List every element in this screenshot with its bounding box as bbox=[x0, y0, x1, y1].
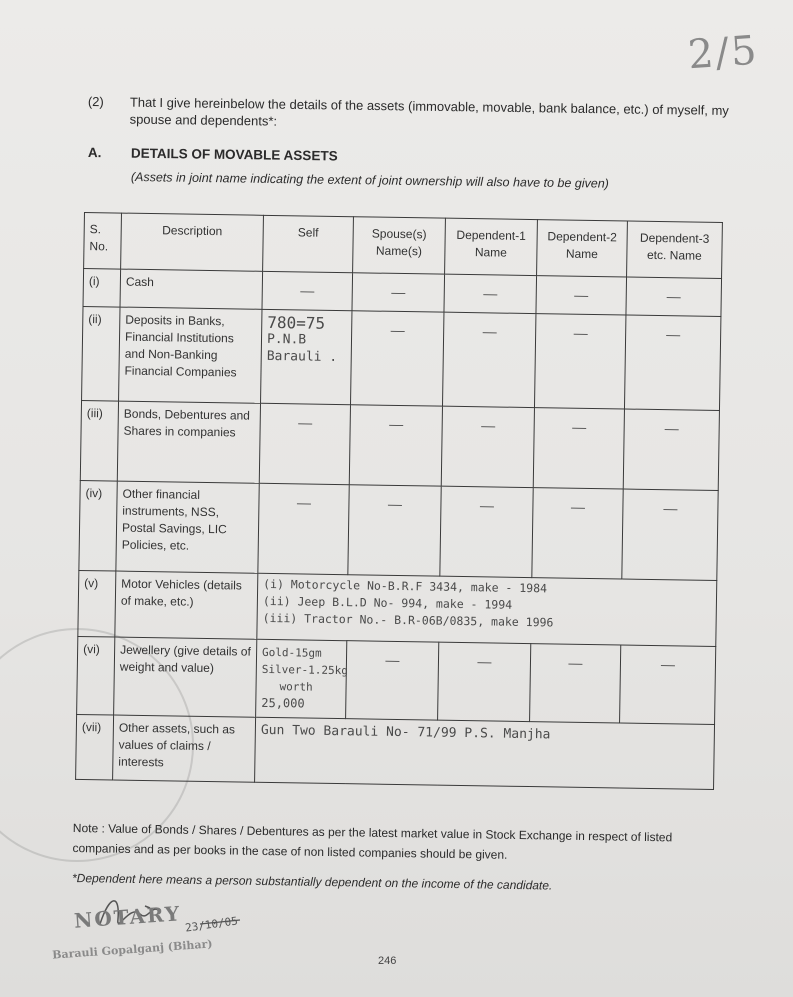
handwritten-page-marker: 2/5 bbox=[686, 27, 760, 79]
footnote-text: *Dependent here means a person substantially dependent on the income of the candidate. bbox=[71, 870, 553, 893]
row-description: Other financial instruments, NSS, Postal Savings, LIC Policies, etc. bbox=[116, 481, 259, 573]
dependent-2-value: — bbox=[573, 324, 588, 341]
header-sno: S. No. bbox=[84, 213, 122, 270]
table-row bbox=[78, 570, 717, 646]
vehicle-entry: (i) Motorcycle No-B.R.F 3434, make - 1984 bbox=[263, 576, 548, 596]
dependent-3-value: — bbox=[660, 656, 676, 673]
dependent-1-value: — bbox=[479, 497, 495, 514]
vehicle-entry: (iii) Tractor No.- B.R-06B/0835, make 1996 bbox=[262, 610, 554, 630]
intro-text: That I give hereinbelow the details of the assets (immovable, movable, bank balance, etc.) of myself, my spouse and dependents*: bbox=[129, 94, 729, 129]
intro-paragraph bbox=[87, 93, 729, 129]
dependent-3-value: — bbox=[663, 500, 678, 517]
self-value: — bbox=[298, 414, 313, 431]
table-header-row bbox=[84, 213, 723, 279]
self-value-line: worth bbox=[279, 680, 313, 694]
spouse-value: — bbox=[389, 415, 404, 433]
table-row bbox=[77, 636, 716, 724]
row-number: (iii) bbox=[80, 400, 118, 481]
row-description: Other assets, such as values of claims / interests bbox=[113, 715, 256, 782]
dependent-3-value: — bbox=[666, 288, 681, 305]
dependent-1-value: — bbox=[477, 653, 492, 670]
notary-stamp-place: Barauli Gopalganj (Bihar) bbox=[51, 937, 213, 962]
notary-stamp-title: NOTARY bbox=[73, 901, 183, 933]
self-value: — bbox=[296, 494, 312, 511]
table-row bbox=[76, 714, 715, 789]
row-description: Cash bbox=[120, 269, 263, 309]
spouse-value: — bbox=[390, 321, 405, 339]
dependent-2-value: — bbox=[572, 418, 587, 435]
dependent-1-value: — bbox=[483, 285, 498, 302]
self-value-line: 25,000 bbox=[261, 695, 305, 711]
row-number: (iv) bbox=[79, 480, 117, 571]
dependent-1-value: — bbox=[482, 323, 497, 340]
vehicle-entry: (ii) Jeep B.L.D No- 994, make - 1994 bbox=[262, 593, 513, 612]
claims-entry: Gun Two Barauli No- 71/99 P.S. Manjha bbox=[260, 722, 551, 743]
row-description: Bonds, Debentures and Shares in companies bbox=[117, 401, 260, 483]
spouse-value: — bbox=[387, 495, 403, 513]
dependent-3-value: — bbox=[664, 420, 679, 437]
intro-number: (2) bbox=[87, 93, 104, 110]
row-number: (vi) bbox=[77, 636, 115, 715]
dependent-3-value: — bbox=[666, 326, 681, 343]
dependent-1-value: — bbox=[481, 417, 496, 434]
header-dependent-1: Dependent-1 Name bbox=[445, 218, 538, 275]
self-value-line: Silver-1.25kg bbox=[261, 662, 349, 678]
spouse-value: — bbox=[385, 651, 400, 669]
movable-assets-table bbox=[75, 212, 723, 790]
header-self: Self bbox=[263, 215, 354, 272]
row-description: Motor Vehicles (details of make, etc.) bbox=[115, 571, 258, 639]
row-description: Deposits in Banks, Financial Institutions and Non-Banking Financial Companies bbox=[119, 307, 262, 403]
self-value-line: P.N.B bbox=[266, 331, 307, 348]
self-value-line: Barauli . bbox=[266, 348, 338, 365]
section-note: (Assets in joint name indicating the extent of joint ownership will also have to be given) bbox=[130, 170, 610, 191]
table-row bbox=[79, 480, 718, 580]
header-description: Description bbox=[121, 213, 264, 271]
self-value-line: 780=75 bbox=[267, 312, 326, 333]
dependent-2-value: — bbox=[570, 498, 586, 515]
header-dependent-3: Dependent-3 etc. Name bbox=[627, 221, 723, 278]
dependent-2-value: — bbox=[568, 654, 583, 671]
row-number: (vii) bbox=[76, 714, 114, 780]
table-row bbox=[82, 306, 721, 410]
assets-table-wrapper bbox=[75, 212, 722, 789]
header-dependent-2: Dependent-2 Name bbox=[537, 220, 628, 277]
note-text: Note : Value of Bonds / Shares / Debentures as per the latest market value in Stock Exchange in respect of listed companies and as per books in the case of non listed companies should be given. bbox=[72, 820, 673, 862]
row-number: (v) bbox=[78, 570, 116, 637]
row-description: Jewellery (give details of weight and value) bbox=[114, 637, 257, 717]
table-row bbox=[80, 400, 719, 490]
header-spouse: Spouse(s) Name(s) bbox=[353, 217, 446, 274]
section-letter: A. bbox=[87, 145, 102, 161]
section-title: DETAILS OF MOVABLE ASSETS bbox=[130, 145, 338, 164]
self-value-line: Gold-15gm bbox=[262, 645, 322, 660]
self-value: — bbox=[300, 282, 315, 299]
row-number: (ii) bbox=[82, 306, 120, 401]
page-number: 246 bbox=[378, 955, 397, 967]
signature-date: 23/10/05 bbox=[184, 914, 239, 935]
dependent-2-value: — bbox=[574, 286, 589, 303]
row-number: (i) bbox=[83, 269, 121, 308]
spouse-value: — bbox=[391, 283, 406, 301]
